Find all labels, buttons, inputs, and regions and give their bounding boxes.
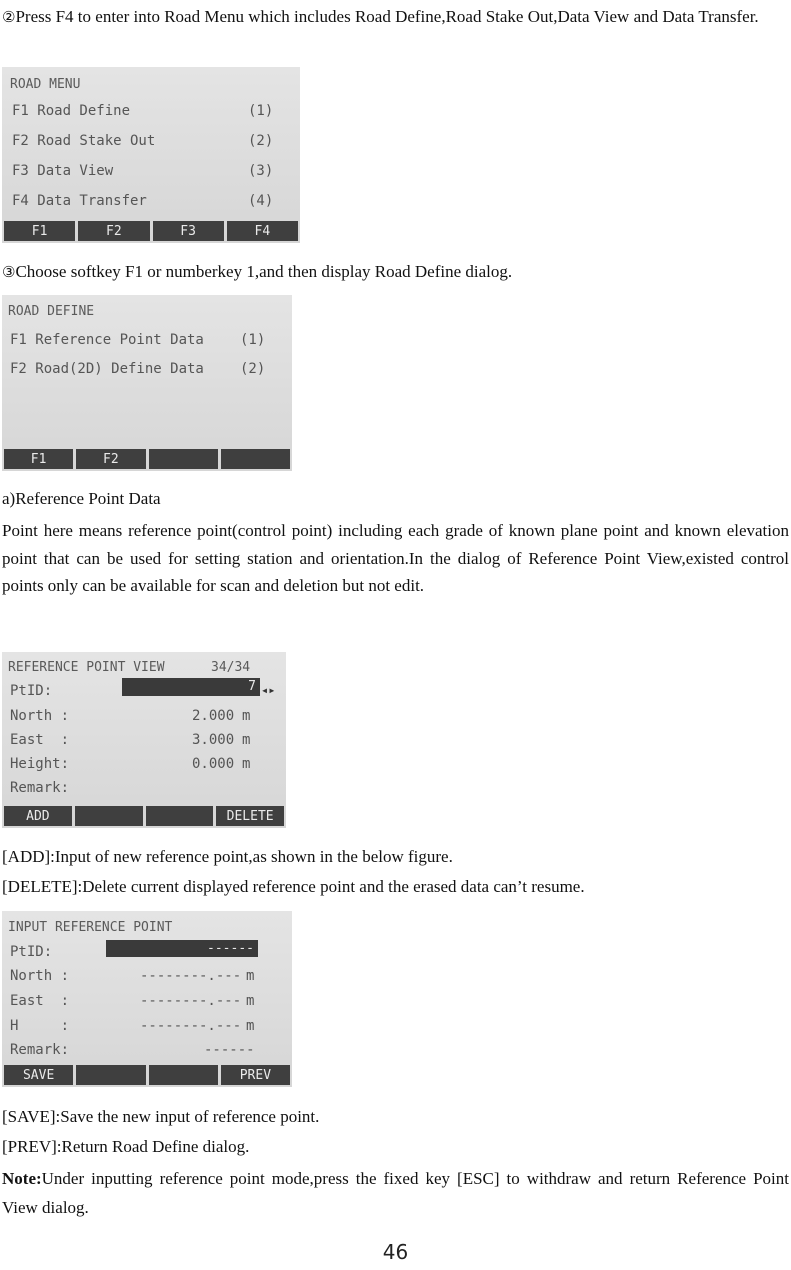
menu-item-reference-point-data[interactable]: F1 Reference Point Data [10,332,204,348]
softkey-f2[interactable]: F2 [76,449,145,469]
reference-point-view-screen [2,652,286,828]
remark-label: Remark: [10,1042,70,1058]
menu-item-num: (3) [248,163,274,179]
softkey-bar [2,219,300,243]
remark-label: Remark: [10,780,70,796]
height-label: Height: [10,756,70,772]
screen-title: REFERENCE POINT VIEW [8,660,165,675]
section-paragraph: Point here means reference point(control point) including each grade of known plane point and known elevation point that can be used for setting station and orientation.In the dialog of Reference Point View,existed control points only can be available for scan and deletion but not edit. [2,521,789,595]
h-label: H : [10,1018,70,1034]
menu-item-num: (1) [248,103,274,119]
softkey-f4[interactable]: F4 [227,221,298,241]
softkey-f3[interactable]: F3 [153,221,224,241]
add-note: [ADD]:Input of new reference point,as shown in the below figure. [2,847,453,866]
record-counter: 34/34 [211,660,251,675]
softkey-f1[interactable]: F1 [4,221,75,241]
east-label: East : [10,732,70,748]
menu-item-road-define[interactable]: F1 Road Define [12,103,131,119]
h-unit: m [246,1018,255,1034]
step-3-text: ③Choose softkey F1 or numberkey 1,and then display Road Define dialog. [2,262,513,281]
save-button[interactable]: SAVE [4,1065,73,1085]
scroll-arrows-icon[interactable]: ◂▸ [261,683,276,697]
page-number: 46 [382,1240,409,1264]
remark-input[interactable]: ------ [204,1042,255,1058]
delete-button[interactable]: DELETE [216,806,284,826]
ptid-field[interactable]: 7 [122,678,260,696]
north-input[interactable]: --------.--- [140,968,242,984]
note-text: Under inputting reference point mode,press the fixed key [ESC] to withdraw and return Reference Point View dialog. [2,1169,789,1217]
screen-title: INPUT REFERENCE POINT [8,920,173,935]
save-note: [SAVE]:Save the new input of reference point. [2,1107,320,1126]
softkey-empty[interactable] [221,449,290,469]
menu-item-road-stake-out[interactable]: F2 Road Stake Out [12,133,156,149]
north-value: 2.000 [192,708,235,724]
menu-item-num: (2) [240,361,266,377]
note-label: Note: [2,1169,42,1188]
menu-item-num: (2) [248,133,274,149]
prev-note: [PREV]:Return Road Define dialog. [2,1137,250,1156]
east-value: 3.000 [192,732,235,748]
screen-title: ROAD DEFINE [8,304,95,319]
softkey-empty[interactable] [75,806,143,826]
height-unit: m [242,756,251,772]
east-input[interactable]: --------.--- [140,993,242,1009]
road-define-screen [2,295,292,471]
ptid-label: PtID: [10,683,53,699]
menu-item-road-2d-define-data[interactable]: F2 Road(2D) Define Data [10,361,204,377]
step-3-marker: ③ [2,263,16,281]
softkey-f2[interactable]: F2 [78,221,149,241]
menu-item-num: (1) [240,332,266,348]
softkey-empty[interactable] [76,1065,145,1085]
softkey-empty[interactable] [146,806,214,826]
north-label: North : [10,708,70,724]
add-button[interactable]: ADD [4,806,72,826]
road-menu-screen [2,67,300,243]
step-2-marker: ② [2,8,16,26]
east-unit: m [246,993,255,1009]
delete-note: [DELETE]:Delete current displayed reference point and the erased data can’t resume. [2,877,585,896]
north-label: North : [10,968,70,984]
step-2-text: ②Press F4 to enter into Road Menu which includes Road Define,Road Stake Out,Data View and Data Transfer. [2,7,759,26]
menu-item-data-transfer[interactable]: F4 Data Transfer [12,193,147,209]
ptid-label: PtID: [10,944,53,960]
h-input[interactable]: --------.--- [140,1018,242,1034]
softkey-empty[interactable] [149,1065,218,1085]
menu-item-num: (4) [248,193,274,209]
east-label: East : [10,993,70,1009]
note-paragraph [2,1164,789,1222]
softkey-bar [2,1063,292,1087]
ptid-input[interactable]: ------ [106,940,258,957]
softkey-empty[interactable] [149,449,218,469]
section-heading: a)Reference Point Data [2,489,161,508]
screen-title: ROAD MENU [10,77,81,92]
north-unit: m [246,968,255,984]
softkey-bar [2,804,286,828]
softkey-bar [2,447,292,471]
prev-button[interactable]: PREV [221,1065,290,1085]
softkey-f1[interactable]: F1 [4,449,73,469]
east-unit: m [242,732,251,748]
menu-item-data-view[interactable]: F3 Data View [12,163,114,179]
height-value: 0.000 [192,756,235,772]
north-unit: m [242,708,251,724]
input-reference-point-screen [2,911,292,1087]
